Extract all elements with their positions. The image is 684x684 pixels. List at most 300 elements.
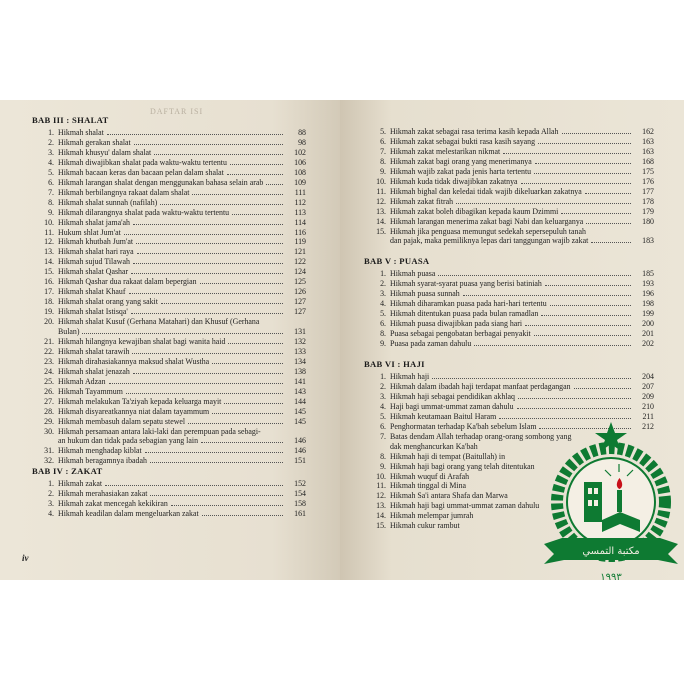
entry-title: Hikmah bacaan keras dan bacaan pelan dalam shalat [58,167,224,177]
entry-title: Hikmah Sa'i antara Shafa dan Marwa [390,491,508,501]
entry-title: Hikmah shalat Istisqa' [58,307,128,317]
entry-page: 152 [294,479,306,489]
entry-number: 3. [380,289,386,299]
entry-page: 177 [642,186,654,196]
stamp-arabic-name: مكتبة التمسي [582,546,640,557]
entry-title-continued: dan pajak, maka pemiliknya lepas dari tanggungan wajib zakat [390,236,589,246]
toc-entry [32,208,306,217]
entry-number: 10. [376,176,386,186]
entry-page: 210 [642,401,654,411]
entry-page: 198 [642,299,654,309]
entry-title-continued: an hukum dan tidak pada sebagian yang lain [58,436,199,446]
entry-page: 126 [294,287,306,297]
entry-number: 16. [44,277,54,287]
entry-title: Hikmah puasa sunnah [390,289,460,299]
library-stamp-logo [540,420,682,585]
toc-entry [32,317,306,326]
dot-leader [517,408,631,409]
entry-number: 7. [380,146,386,156]
entry-title: Hikmah melempar jumrah [390,511,474,521]
dot-leader [525,325,631,326]
entry-page: 113 [294,207,306,217]
entry-title: Batas dendam Allah terhadap orang-orang sombong yang [390,431,572,441]
entry-page: 145 [294,416,306,426]
dot-leader [150,462,283,463]
entry-number: 1. [380,269,386,279]
toc-entry [32,148,306,157]
entry-page: 106 [294,157,306,167]
toc-entry [32,407,306,416]
entry-page: 151 [294,456,306,466]
entry-title: Hikmah khusyu' dalam shalat [58,147,152,157]
entry-number: 26. [44,386,54,396]
entry-number: 2. [380,381,386,391]
entry-page: 112 [294,197,306,207]
toc-entry [364,392,654,401]
entry-title: Hikmah zakat mencegah kekikiran [58,499,168,509]
dot-leader [134,144,283,145]
entry-page: 196 [642,289,654,299]
entry-page: 111 [294,187,306,197]
toc-entry [364,227,654,236]
entry-page: 163 [642,136,654,146]
toc-entry [32,337,306,346]
entry-number: 2. [48,489,54,499]
toc-entry-continuation [58,327,306,336]
entry-title: Hikmah larangan menerima zakat bagi Nabi dan keluarganya [390,216,584,226]
entry-number: 32. [44,456,54,466]
entry-page: 119 [294,237,306,247]
toc-entry [32,427,306,436]
entry-number: 11. [376,186,386,196]
dot-leader [136,243,283,244]
dot-leader [518,398,631,399]
toc-entry [32,128,306,137]
dot-leader [133,373,283,374]
entry-title: Hikmah wuquf di Arafah [390,471,470,481]
entry-number: 13. [376,501,386,511]
dot-leader [150,495,283,496]
dot-leader [212,413,283,414]
entry-title: Hikmah shalat Qashar [58,267,129,277]
entry-number: 29. [44,416,54,426]
toc-entry [32,198,306,207]
toc-entry [32,237,306,246]
entry-number: 21. [44,336,54,346]
dot-leader [161,303,283,304]
dot-leader [154,154,283,155]
entry-page: 134 [294,356,306,366]
entry-title: Hikmah dilarangnya shalat pada waktu-waktu tertentu [58,207,230,217]
toc-entry [32,307,306,316]
entry-title: Hikmah sujud Tilawah [58,257,130,267]
entry-page: 200 [642,319,654,329]
entry-page: 199 [642,309,654,319]
entry-title: Hikmah gerakan shalat [58,137,131,147]
toc-entry [364,167,654,176]
page-number: iv [22,553,29,563]
entry-number: 15. [376,226,386,236]
toc-entry [32,218,306,227]
entry-number: 11. [376,481,386,491]
toc-entry [364,319,654,328]
entry-page: 143 [294,386,306,396]
toc-entry [32,138,306,147]
entry-title: Hikmah zakat fitrah [390,196,454,206]
entry-number: 24. [44,366,54,376]
entry-title: Hikmah menghadap kiblat [58,446,142,456]
toc-entry [32,397,306,406]
dot-leader [131,313,283,314]
dot-leader [562,133,632,134]
dot-leader [499,418,631,419]
entry-number: 3. [380,391,386,401]
toc-entry [364,279,654,288]
entry-page: 125 [294,277,306,287]
entry-number: 1. [48,128,54,137]
entry-title: Hikmah shalat jenazah [58,366,130,376]
toc-entry [364,217,654,226]
dot-leader [438,275,631,276]
entry-title: Hikmah zakat sebagai rasa terima kasih kepada Allah [390,127,559,136]
entry-number: 14. [376,511,386,521]
entry-page: 131 [294,327,306,336]
entry-title: Puasa sebagai pengobatan berbagai penyakit [390,329,531,339]
entry-title: Hikmah shalat tarawih [58,346,130,356]
entry-page: 88 [298,128,306,137]
entry-page: 207 [642,381,654,391]
toc-entry [364,157,654,166]
dot-leader [137,253,283,254]
entry-page: 158 [294,499,306,509]
dot-leader [503,153,631,154]
entry-title: Hikmah shalat hari raya [58,247,134,257]
dot-leader [133,224,283,225]
entry-number: 3. [48,499,54,509]
entry-number: 23. [44,356,54,366]
dot-leader [202,515,283,516]
section-header: BAB III : SHALAT [32,115,109,125]
toc-entry [364,137,654,146]
entry-page: 176 [642,176,654,186]
entry-title: Hikmah shalat jama'ah [58,217,130,227]
entry-title: Hikmah syarat-syarat puasa yang berisi batiniah [390,279,542,289]
toc-entry [32,446,306,455]
toc-entry [364,127,654,136]
entry-number: 8. [48,197,54,207]
dot-leader [561,213,631,214]
entry-number: 14. [376,216,386,226]
entry-number: 8. [380,329,386,339]
entry-title: Hikmah puasa [390,269,436,279]
stamp-year: ١٩٩٣ [600,572,622,583]
dot-leader [232,214,283,215]
entry-number: 7. [48,187,54,197]
entry-title: Hikmah haji [390,372,430,381]
dot-leader [160,204,283,205]
entry-title: Hukum shlat Jum'at [58,227,121,237]
dot-leader [129,293,284,294]
entry-number: 12. [44,237,54,247]
entry-title: Hikmah shalat Khauf [58,287,126,297]
entry-title: Hikmah melakukan Ta'ziyah kepada keluarga mayit [58,396,222,406]
entry-title: Hikmah tinggal di Mina [390,481,467,491]
entry-number: 14. [44,257,54,267]
toc-entry-continuation [390,236,654,245]
entry-title: Hikmah larangan shalat dengan menggunakan bahasa selain arab [58,177,264,187]
dot-leader [201,442,283,443]
entry-number: 5. [380,411,386,421]
entry-number: 17. [44,287,54,297]
entry-title: Hikmah haji sebagai pendidikan akhlaq [390,391,515,401]
entry-title: Hikmah persamaan antara laki-laki dan perempuan pada sebagi- [58,426,261,436]
entry-title: Hikmah dirahasiakannya maksud shalat Wustha [58,356,210,366]
entry-number: 3. [48,147,54,157]
dot-leader [145,452,283,453]
toc-entry [32,456,306,465]
entry-page: 178 [642,196,654,206]
entry-title: Hikmah merahasiakan zakat [58,489,148,499]
dot-leader [591,242,631,243]
section-header: BAB VI : HAJI [364,359,425,369]
dot-leader [105,485,283,486]
entry-title: Hikmah keadilan dalam mengeluarkan zakat [58,509,199,519]
entry-number: 10. [376,471,386,481]
entry-page: 124 [294,267,306,277]
entry-title: Hikmah shalat orang yang sakit [58,297,158,307]
entry-title: Hikmah Tayammum [58,386,123,396]
entry-title: Puasa pada zaman dahulu [390,339,472,349]
dot-leader [521,183,631,184]
entry-number: 9. [380,461,386,471]
entry-title: Hikmah zakat [58,479,103,489]
entry-number: 5. [48,167,54,177]
entry-page: 141 [294,376,306,386]
dot-leader [171,505,283,506]
toc-entry [32,417,306,426]
toc-entry [364,177,654,186]
entry-title: Hikmah puasa diwajibkan pada siang hari [390,319,523,329]
entry-title: Hikmah ditentukan puasa pada bulan ramadlan [390,309,539,319]
entry-title: Hikmah Qashar dua rakaat dalam bepergian [58,277,197,287]
entry-page: 114 [294,217,306,227]
entry-number: 5. [380,127,386,136]
toc-entry [32,277,306,286]
entry-title: Hikmah Adzan [58,376,106,386]
entry-page: 121 [294,247,306,257]
entry-number: 19. [44,307,54,317]
entry-number: 10. [44,217,54,227]
entry-number: 13. [376,206,386,216]
entry-number: 11. [44,227,54,237]
entry-page: 162 [642,127,654,136]
entry-number: 15. [376,521,386,531]
dot-leader [538,143,631,144]
entry-number: 27. [44,396,54,406]
entry-page: 154 [294,489,306,499]
toc-entry [364,197,654,206]
dot-leader [109,383,283,384]
entry-title: Penghormatan terhadap Ka'bah sebelum Islam [390,421,537,431]
entry-title: Hikmah hilangnya kewajiban shalat bagi wanita haid [58,336,226,346]
toc-entry [32,357,306,366]
toc-entry [32,247,306,256]
entry-number: 5. [380,309,386,319]
dot-leader [200,283,283,284]
dot-leader [534,335,631,336]
entry-number: 6. [380,136,386,146]
toc-entry [364,207,654,216]
entry-number: 22. [44,346,54,356]
dot-leader [541,315,631,316]
toc-entry [364,382,654,391]
entry-title: Hikmah membasuh dalam sepatu stewel [58,416,186,426]
entry-number: 25. [44,376,54,386]
entry-number: 2. [48,137,54,147]
toc-entry [32,367,306,376]
toc-entry-continuation [58,436,306,445]
entry-title: Hikmah bighal dan keledai tidak wajib dikeluarkan zakatnya [390,186,582,196]
entry-number: 2. [380,279,386,289]
toc-entry [364,289,654,298]
entry-page: 109 [294,177,306,187]
entry-page: 122 [294,257,306,267]
entry-page: 209 [642,391,654,401]
section-header: BAB V : PUASA [364,256,430,267]
dot-leader [230,164,283,165]
toc-entry [32,287,306,296]
dot-leader [133,263,283,264]
toc-entry [32,158,306,167]
entry-number: 4. [48,509,54,519]
dot-leader [132,353,283,354]
dot-leader [534,173,631,174]
entry-page: 212 [642,421,654,431]
entry-title-continued: Bulan) [58,327,80,336]
dot-leader [224,403,283,404]
toc-entry [364,372,654,381]
toc-entry [32,168,306,177]
toc-entry [32,479,306,488]
entry-page: 202 [642,339,654,349]
toc-entry [32,499,306,508]
toc-entry [32,257,306,266]
entry-number: 4. [380,299,386,309]
bleed-through-text: DAFTAR ISI [150,107,204,116]
entry-number: 7. [380,431,386,441]
toc-entry [32,377,306,386]
entry-number: 12. [376,196,386,206]
dot-leader [107,134,283,135]
entry-number: 9. [380,339,386,349]
entry-page: 201 [642,329,654,339]
dot-leader [535,163,631,164]
entry-number: 30. [44,426,54,436]
toc-entry [364,299,654,308]
entry-page: 185 [642,269,654,279]
toc-entry [32,228,306,237]
entry-title: Hikmah beragamnya ibadah [58,456,147,466]
entry-title-continued: dak menghancurkan Ka'bah [390,441,478,451]
dot-leader [574,388,631,389]
dot-leader [126,393,283,394]
entry-title: Hikmah diwajibkan shalat pada waktu-waktu tertentu [58,157,227,167]
entry-number: 1. [380,372,386,381]
entry-page: 146 [294,446,306,456]
dot-leader [212,363,283,364]
entry-number: 9. [380,166,386,176]
dot-leader [228,343,283,344]
entry-title: Hikmah zakat melestarikan nikmat [390,146,501,156]
toc-entry [364,147,654,156]
dot-leader [124,234,283,235]
entry-page: 98 [298,137,306,147]
toc-entry [32,509,306,518]
entry-page: 204 [642,372,654,381]
entry-title: Hikmah zakat sebagai bukti rasa kasih sayang [390,136,536,146]
entry-number: 18. [44,297,54,307]
dot-leader [545,285,631,286]
dot-leader [550,305,631,306]
entry-number: 6. [380,421,386,431]
entry-page: 127 [294,297,306,307]
entry-number: 28. [44,406,54,416]
entry-title: Hikmah zakat boleh dibagikan kepada kaum Dzimmi [390,206,559,216]
section-header: BAB IV : ZAKAT [32,466,103,477]
toc-entry [364,269,654,278]
entry-page: 132 [294,336,306,346]
dot-leader [474,345,631,346]
entry-title: Hikmah haji bagi orang yang telah ditentukan [390,461,535,471]
entry-title: Hikmah wajib zakat pada jenis harta tertentu [390,166,532,176]
entry-title: Hikmah zakat bagi orang yang menerimanya [390,156,532,166]
entry-page: 175 [642,166,654,176]
toc-entry [32,267,306,276]
entry-page: 138 [294,366,306,376]
entry-number: 8. [380,451,386,461]
entry-page: 144 [294,396,306,406]
entry-number: 6. [380,319,386,329]
entry-number: 6. [48,177,54,187]
entry-page: 211 [642,411,654,421]
entry-page: 179 [642,206,654,216]
entry-page: 145 [294,406,306,416]
dot-leader [463,295,631,296]
entry-title: Hikmah jika penguasa memungut sedekah sepersepuluh tanah [390,226,586,236]
toc-entry [32,188,306,197]
entry-title: Hikmah khutbah Jum'at [58,237,134,247]
entry-title: Hikmah disyareatkannya niat dalam tayammum [58,406,210,416]
dot-leader [586,223,631,224]
dot-leader [192,194,283,195]
entry-page: 163 [642,146,654,156]
dot-leader [266,184,283,185]
entry-number: 13. [44,247,54,257]
dot-leader [432,378,631,379]
dot-leader [82,333,283,334]
toc-entry [364,339,654,348]
entry-title: Hikmah haji di tempat (Baitullah) in [390,451,506,461]
entry-title: Haji bagi ummat-ummat zaman dahulu [390,401,514,411]
toc-entry [364,187,654,196]
toc-entry [32,178,306,187]
entry-title: Hikmah berbilangnya rakaat dalam shalat [58,187,190,197]
toc-entry [364,309,654,318]
entry-page: 146 [294,436,306,446]
toc-entry [32,387,306,396]
entry-page: 193 [642,279,654,289]
entry-page: 161 [294,509,306,519]
